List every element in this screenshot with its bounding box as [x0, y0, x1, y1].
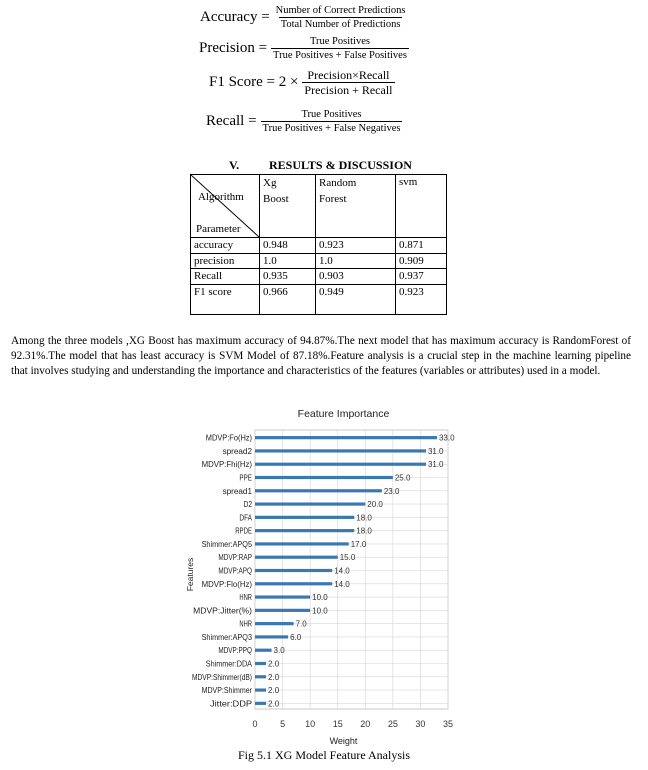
y-tick-label: NHR — [239, 619, 253, 629]
accuracy-numerator: Number of Correct Predictions — [275, 5, 406, 16]
bar — [255, 635, 288, 638]
recall-formula — [206, 109, 402, 134]
data-label: 2.0 — [268, 686, 280, 696]
f1-lhs: F1 Score = 2 × — [209, 74, 299, 90]
y-tick-label: MDVP:Jitter(%) — [193, 606, 253, 616]
y-tick-label: spread1 — [222, 486, 253, 496]
data-label: 14.0 — [334, 566, 350, 576]
row-label: accuracy — [191, 238, 260, 254]
f1-fraction — [302, 69, 394, 96]
y-tick-label: MDVP:PPQ — [218, 646, 252, 656]
table-cell: 0.966 — [260, 284, 316, 314]
bar — [255, 649, 272, 652]
data-label: 7.0 — [295, 619, 307, 629]
accuracy-denominator: Total Number of Predictions — [280, 19, 401, 30]
y-tick-label: PPE — [239, 473, 252, 483]
data-label: 2.0 — [268, 699, 280, 709]
x-tick-label: 15 — [332, 719, 343, 729]
table-cell: 0.949 — [316, 284, 396, 314]
table-row — [191, 238, 447, 254]
data-label: 3.0 — [273, 646, 285, 656]
recall-numerator: True Positives — [301, 109, 362, 120]
data-label: 31.0 — [427, 460, 444, 470]
discussion-paragraph: Among the three models ,XG Boost has maximum accuracy of 94.87%.The next model that has maximum accuracy is RandomForest of 92.31%.The model that has least accuracy is SVM Model of 87.18%.Feature analysis is a crucial step in the machine learning pipeline that involves studying and understanding the importance and characteristics of the features (variables or attributes) used in a model. — [11, 335, 631, 377]
data-label: 10.0 — [312, 606, 328, 616]
bar — [255, 582, 332, 585]
table-corner-cell — [191, 175, 260, 238]
bar — [255, 516, 354, 519]
section-heading — [229, 158, 412, 173]
y-tick-label: Shimmer:APQ5 — [201, 539, 253, 549]
data-label: 2.0 — [268, 672, 280, 682]
precision-denominator: True Positives + False Positives — [273, 50, 407, 61]
column-header-xgboost: Xg Boost — [260, 175, 316, 238]
y-tick-label: HNR — [239, 593, 253, 603]
recall-fraction — [261, 109, 403, 134]
y-tick-label: DFA — [239, 513, 253, 523]
bar — [255, 542, 349, 545]
precision-numerator: True Positives — [309, 36, 370, 47]
x-tick-label: 20 — [360, 719, 371, 729]
column-header-svm: svm — [396, 175, 447, 238]
data-label: 33.0 — [438, 433, 455, 443]
x-tick-label: 30 — [415, 719, 426, 729]
x-tick-label: 25 — [387, 719, 398, 729]
bar — [255, 609, 310, 612]
y-tick-label: Jitter:DDP — [210, 699, 252, 709]
f1-formula — [209, 69, 395, 96]
f1-numerator: Precision×Recall — [307, 68, 390, 82]
recall-lhs: Recall = — [206, 113, 257, 129]
bar — [255, 449, 426, 452]
y-tick-label: MDVP:Shimmer — [201, 686, 253, 696]
corner-label-parameter: Parameter — [196, 223, 241, 235]
column-header-random-forest: Random Forest — [316, 175, 396, 238]
table-cell: 0.909 — [396, 253, 447, 269]
data-label: 10.0 — [312, 593, 328, 603]
table-cell: 0.871 — [396, 238, 447, 254]
precision-formula — [199, 36, 409, 61]
y-tick-label: MDVP:Shimmer(dB) — [192, 672, 253, 682]
row-label: Recall — [191, 269, 260, 285]
y-tick-label: MDVP:Flo(Hz) — [201, 579, 253, 589]
accuracy-lhs: Accuracy = — [200, 9, 270, 25]
bar — [255, 529, 354, 532]
y-tick-label: spread2 — [222, 446, 253, 456]
bar — [255, 569, 332, 572]
results-table — [190, 174, 447, 315]
y-tick-label: D2 — [243, 500, 253, 510]
bar — [255, 436, 437, 439]
x-tick-label: 5 — [280, 719, 286, 729]
bar — [255, 502, 365, 505]
x-tick-label: 35 — [442, 719, 454, 729]
bar — [255, 595, 310, 598]
y-tick-label: Shimmer:APQ3 — [201, 632, 253, 642]
f1-denominator: Precision + Recall — [304, 83, 393, 97]
data-label: 15.0 — [339, 553, 356, 563]
table-cell: 0.937 — [396, 269, 447, 285]
data-label: 6.0 — [290, 632, 302, 642]
feature-importance-chart — [180, 404, 460, 750]
bar — [255, 675, 266, 678]
y-tick-label: RPDE — [235, 526, 252, 536]
table-cell: 1.0 — [260, 253, 316, 269]
table-row — [191, 284, 447, 314]
section-title: RESULTS & DISCUSSION — [269, 158, 412, 172]
row-label: precision — [191, 253, 260, 269]
data-label: 25.0 — [394, 473, 411, 483]
data-label: 20.0 — [367, 500, 383, 510]
table-row — [191, 253, 447, 269]
bar — [255, 702, 266, 705]
row-label: F1 score — [191, 284, 260, 314]
bar — [255, 489, 382, 492]
precision-fraction — [271, 36, 409, 61]
bar — [255, 662, 266, 665]
bar — [255, 556, 338, 559]
x-tick-label: 10 — [305, 719, 316, 729]
data-label: 2.0 — [268, 659, 280, 669]
data-label: 18.0 — [356, 526, 372, 536]
table-row — [191, 269, 447, 285]
chart-title: Feature Importance — [297, 408, 390, 420]
corner-label-algorithm: Algorithm — [198, 191, 244, 203]
figure-caption: Fig 5.1 XG Model Feature Analysis — [238, 748, 410, 762]
y-tick-label: Shimmer:DDA — [205, 659, 253, 669]
table-cell: 0.923 — [316, 238, 396, 254]
table-header-row — [191, 175, 447, 238]
x-tick-label: 0 — [252, 719, 258, 729]
bar — [255, 622, 294, 625]
y-tick-label: MDVP:APQ — [218, 566, 252, 576]
data-label: 14.0 — [334, 579, 350, 589]
accuracy-formula — [200, 5, 407, 30]
table-cell: 1.0 — [316, 253, 396, 269]
bar — [255, 688, 266, 691]
bar — [255, 476, 393, 479]
data-label: 18.0 — [356, 513, 372, 523]
y-tick-label: MDVP:Fhi(Hz) — [201, 460, 253, 470]
data-label: 17.0 — [350, 539, 367, 549]
table-cell: 0.948 — [260, 238, 316, 254]
table-cell: 0.923 — [396, 284, 447, 314]
table-cell: 0.935 — [260, 269, 316, 285]
data-label: 23.0 — [383, 486, 400, 496]
y-tick-label: MDVP:RAP — [218, 553, 252, 563]
table-cell: 0.903 — [316, 269, 396, 285]
x-axis-label: Weight — [329, 736, 358, 746]
recall-denominator: True Positives + False Negatives — [262, 123, 401, 134]
bar — [255, 463, 426, 466]
precision-lhs: Precision = — [199, 40, 268, 56]
y-tick-label: MDVP:Fo(Hz) — [205, 433, 253, 443]
section-number: V. — [229, 158, 240, 172]
y-axis-label: Features — [185, 557, 195, 592]
data-label: 31.0 — [427, 446, 444, 456]
accuracy-fraction — [274, 5, 408, 30]
